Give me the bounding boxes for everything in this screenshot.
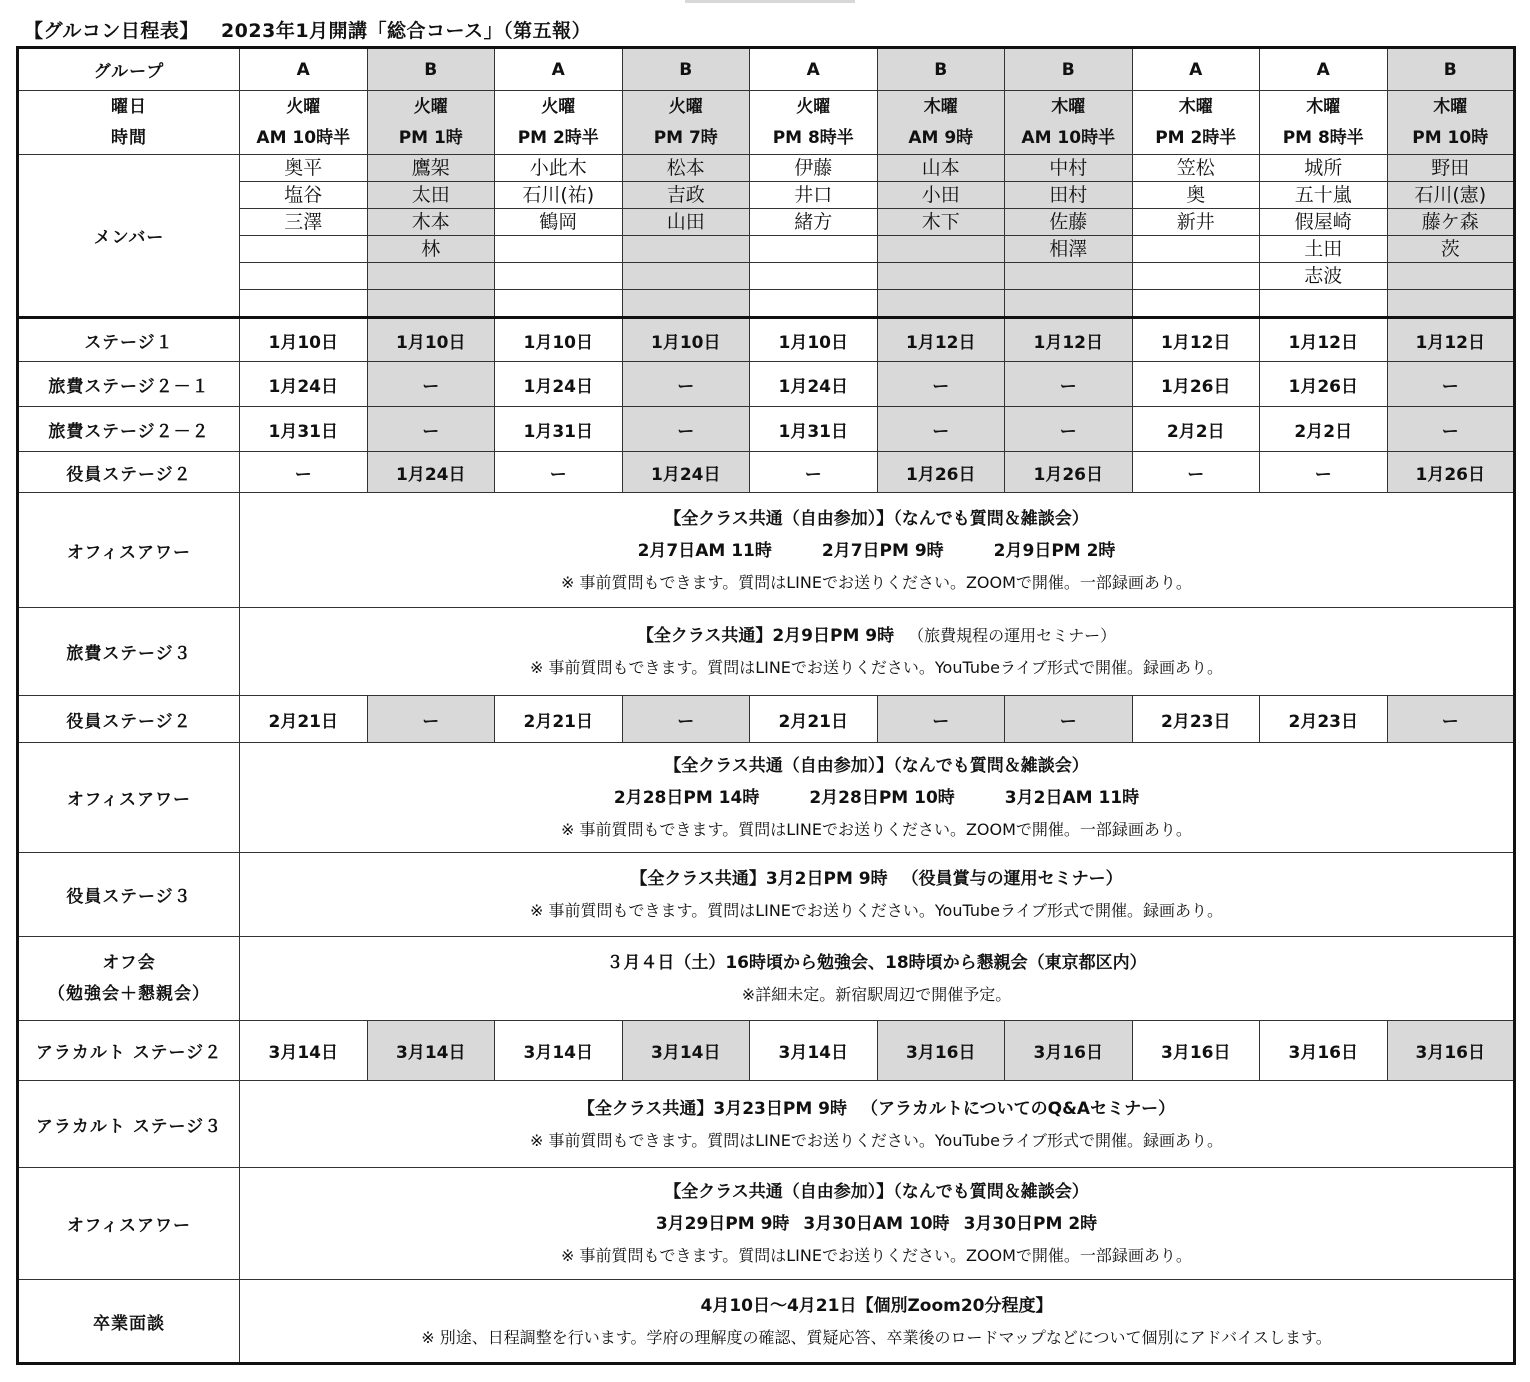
date-cell: 1月10日: [495, 318, 623, 362]
member-name: 林: [368, 236, 495, 263]
date-cell: ー: [495, 452, 623, 493]
date-cell: 3月16日: [1132, 1021, 1260, 1081]
office-hour-2-time-2: 2月28日PM 10時: [809, 788, 955, 808]
officer-stage-3-body: [240, 853, 1515, 937]
member-name: 茨: [1388, 236, 1514, 263]
member-name: 三澤: [240, 209, 367, 236]
alacarte-stage-3-heading: 【全クラス共通】3月23日PM 9時: [577, 1098, 847, 1119]
member-name: [1005, 263, 1132, 290]
date-cell: 1月10日: [240, 318, 368, 362]
offkai-label-1: オフ会: [102, 952, 156, 973]
officer-stage-2b-label: 役員ステージ２: [18, 696, 240, 743]
member-name: [240, 263, 367, 290]
title-right: 2023年1月開講「総合コース」（第五報）: [220, 20, 592, 42]
day-time-cell: [1005, 91, 1133, 155]
date-cell: 1月10日: [750, 318, 878, 362]
title-left: 【グルコン日程表】: [24, 20, 199, 42]
date-cell: 1月26日: [877, 452, 1005, 493]
date-cell: 1月24日: [495, 362, 623, 407]
member-column: [1005, 155, 1133, 318]
travel-stage-3-row: [18, 608, 1515, 696]
office-hour-1-time-3: 2月9日PM 2時: [993, 540, 1116, 561]
group-cell: A: [495, 48, 623, 91]
member-name: [750, 236, 877, 263]
date-cell: ー: [1005, 407, 1133, 452]
time-value: AM 10時半: [256, 127, 351, 148]
travel-stage-3-body: [240, 608, 1515, 696]
member-name: [495, 290, 622, 316]
day-value: 火曜: [413, 96, 448, 117]
member-name: 志波: [1260, 263, 1387, 290]
group-cell: A: [1260, 48, 1388, 91]
offkai-body: [240, 937, 1515, 1021]
offkai-row: [18, 937, 1515, 1021]
office-hour-1-subheading: （なんでも質問＆雑談会）: [893, 508, 1089, 529]
schedule-table: [16, 46, 1516, 1365]
date-cell: ー: [1132, 452, 1260, 493]
member-name: 石川(憲): [1388, 182, 1514, 209]
office-hour-3-label: オフィスアワー: [18, 1168, 240, 1280]
page-title: [24, 16, 591, 43]
office-hour-2-note: ※ 事前質問もできます。質問はLINEでお送りください。ZOOMで開催。一部録画あり。: [561, 820, 1192, 839]
date-cell: 1月12日: [1005, 318, 1133, 362]
travel-stage-2-1-label: 旅費ステージ２－１: [18, 362, 240, 407]
member-name: 假屋崎: [1260, 209, 1387, 236]
graduation-row: [18, 1280, 1515, 1364]
time-value: PM 7時: [653, 127, 718, 148]
member-name: 鶴岡: [495, 209, 622, 236]
group-cell: A: [1132, 48, 1260, 91]
member-name: 山田: [623, 209, 750, 236]
date-cell: 1月31日: [495, 407, 623, 452]
date-cell: 3月14日: [622, 1021, 750, 1081]
member-column: [495, 155, 623, 318]
offkai-heading: ３月４日（土）16時頃から勉強会、18時頃から懇親会（東京都区内）: [606, 953, 1147, 973]
member-name: 田村: [1005, 182, 1132, 209]
day-time-cell: [877, 91, 1005, 155]
date-cell: 1月24日: [367, 452, 495, 493]
member-name: 木下: [878, 209, 1005, 236]
member-name: 土田: [1260, 236, 1387, 263]
offkai-label-2: （勉強会＋懇親会）: [48, 983, 210, 1004]
member-name: [878, 290, 1005, 316]
office-hour-2-label: オフィスアワー: [18, 743, 240, 853]
office-hour-2-body: [240, 743, 1515, 853]
date-cell: 1月31日: [240, 407, 368, 452]
date-cell: 2月23日: [1260, 696, 1388, 743]
group-label: グループ: [18, 48, 240, 91]
office-hour-3-body: [240, 1168, 1515, 1280]
date-cell: ー: [622, 407, 750, 452]
alacarte-stage-3-note: ※ 事前質問もできます。質問はLINEでお送りください。YouTubeライブ形式で開催。録画あり。: [529, 1130, 1224, 1150]
member-name: [240, 236, 367, 263]
time-value: PM 2時半: [517, 127, 599, 148]
office-hour-3-row: [18, 1168, 1515, 1280]
day-time-cell: [367, 91, 495, 155]
date-cell: ー: [1005, 696, 1133, 743]
member-name: 藤ケ森: [1388, 209, 1514, 236]
officer-stage-2b-row: [18, 696, 1515, 743]
officer-stage-3-label: 役員ステージ３: [18, 853, 240, 937]
office-hour-2-time-3: 3月2日AM 11時: [1004, 788, 1140, 808]
group-cell: B: [877, 48, 1005, 91]
office-hour-1-note: ※ 事前質問もできます。質問はLINEでお送りください。ZOOMで開催。一部録画あり。: [561, 572, 1192, 592]
office-hour-1-heading: 【全クラス共通（自由参加）】: [664, 508, 894, 529]
time-value: AM 10時半: [1021, 127, 1116, 148]
date-cell: 3月16日: [1387, 1021, 1515, 1081]
date-cell: 1月24日: [750, 362, 878, 407]
day-value: 火曜: [668, 96, 703, 117]
date-cell: ー: [622, 362, 750, 407]
time-value: PM 8時半: [772, 127, 854, 148]
alacarte-stage-3-subheading: （アラカルトについてのQ&Aセミナー）: [861, 1098, 1176, 1119]
travel-stage-3-note: ※ 事前質問もできます。質問はLINEでお送りください。YouTubeライブ形式で開催。録画あり。: [529, 658, 1224, 677]
date-cell: ー: [877, 362, 1005, 407]
member-name: [623, 236, 750, 263]
member-name: [1133, 236, 1260, 263]
member-column: [877, 155, 1005, 318]
day-time-cell: [1387, 91, 1515, 155]
member-name: [240, 290, 367, 316]
group-cell: A: [240, 48, 368, 91]
member-column: [1387, 155, 1515, 318]
travel-stage-2-1-row: [18, 362, 1515, 407]
office-hour-3-subheading: （なんでも質問＆雑談会）: [893, 1182, 1089, 1202]
member-name: 小此木: [495, 155, 622, 182]
member-name: 野田: [1388, 155, 1514, 182]
date-cell: 3月16日: [1260, 1021, 1388, 1081]
day-time-cell: [1260, 91, 1388, 155]
member-name: [750, 290, 877, 316]
office-hour-1-label: オフィスアワー: [18, 493, 240, 608]
member-column: [1132, 155, 1260, 318]
member-name: 佐藤: [1005, 209, 1132, 236]
member-name: [1133, 263, 1260, 290]
member-name: 井口: [750, 182, 877, 209]
date-cell: 1月26日: [1132, 362, 1260, 407]
date-cell: 3月14日: [495, 1021, 623, 1081]
date-cell: 1月12日: [877, 318, 1005, 362]
date-cell: 2月2日: [1132, 407, 1260, 452]
day-value: 木曜: [1051, 96, 1086, 117]
officer-stage-3-note: ※ 事前質問もできます。質問はLINEでお送りください。YouTubeライブ形式で開催。録画あり。: [529, 901, 1224, 920]
member-name: 五十嵐: [1260, 182, 1387, 209]
member-name: [878, 236, 1005, 263]
member-name: 吉政: [623, 182, 750, 209]
date-cell: ー: [877, 696, 1005, 743]
member-name: [1388, 263, 1514, 290]
member-name: 松本: [623, 155, 750, 182]
day-time-cell: [240, 91, 368, 155]
travel-stage-2-2-label: 旅費ステージ２－２: [18, 407, 240, 452]
member-name: 中村: [1005, 155, 1132, 182]
date-cell: ー: [1387, 407, 1515, 452]
office-hour-3-heading: 【全クラス共通（自由参加）】: [664, 1182, 894, 1202]
office-hour-2-time-1: 2月28日PM 14時: [613, 788, 760, 808]
date-cell: 1月12日: [1132, 318, 1260, 362]
member-name: [495, 263, 622, 290]
members-row: [18, 155, 1515, 318]
day-value: 火曜: [796, 96, 831, 117]
date-cell: 3月14日: [367, 1021, 495, 1081]
date-cell: 1月10日: [367, 318, 495, 362]
date-cell: 1月24日: [240, 362, 368, 407]
time-value: PM 2時半: [1155, 127, 1237, 148]
alacarte-stage-3-label: アラカルト ステージ３: [18, 1081, 240, 1168]
stage1-row: [18, 318, 1515, 362]
day-value: 木曜: [1306, 96, 1341, 117]
member-name: 鷹架: [368, 155, 495, 182]
member-name: 城所: [1260, 155, 1387, 182]
time-value: PM 8時半: [1282, 127, 1364, 148]
member-name: 奥平: [240, 155, 367, 182]
officer-stage-2-row: [18, 452, 1515, 493]
offkai-note: ※詳細未定。新宿駅周辺で開催予定。: [741, 985, 1012, 1004]
date-cell: 2月21日: [240, 696, 368, 743]
date-cell: ー: [367, 696, 495, 743]
member-name: [368, 263, 495, 290]
member-name: [750, 263, 877, 290]
member-name: [1005, 290, 1132, 316]
member-name: 相澤: [1005, 236, 1132, 263]
time-value: PM 1時: [398, 127, 463, 148]
date-cell: 2月21日: [750, 696, 878, 743]
member-name: [495, 236, 622, 263]
travel-stage-2-2-row: [18, 407, 1515, 452]
office-hour-2-subheading: （なんでも質問＆雑談会）: [893, 756, 1089, 776]
member-name: 山本: [878, 155, 1005, 182]
member-column: [240, 155, 368, 318]
office-hour-3-time-3: 3月30日PM 2時: [963, 1214, 1098, 1234]
day-time-row: [18, 91, 1515, 155]
alacarte-stage-2-label: アラカルト ステージ２: [18, 1021, 240, 1081]
office-hour-2-heading: 【全クラス共通（自由参加）】: [664, 756, 894, 776]
member-name: [1388, 290, 1514, 316]
day-time-label: [18, 91, 240, 155]
office-hour-1-time-1: 2月7日AM 11時: [637, 540, 772, 561]
day-value: 木曜: [1433, 96, 1468, 117]
day-time-cell: [1132, 91, 1260, 155]
travel-stage-3-label: 旅費ステージ３: [18, 608, 240, 696]
group-cell: A: [750, 48, 878, 91]
office-hour-3-note: ※ 事前質問もできます。質問はLINEでお送りください。ZOOMで開催。一部録画あり。: [561, 1246, 1192, 1265]
date-cell: ー: [1387, 362, 1515, 407]
group-cell: B: [1387, 48, 1515, 91]
member-column: [622, 155, 750, 318]
day-value: 木曜: [923, 96, 958, 117]
office-hour-3-time-2: 3月30日AM 10時: [803, 1214, 950, 1234]
member-name: 木本: [368, 209, 495, 236]
officer-stage-3-heading: 【全クラス共通】3月2日PM 9時: [630, 869, 888, 889]
date-cell: 1月31日: [750, 407, 878, 452]
member-name: 緒方: [750, 209, 877, 236]
alacarte-stage-3-body: [240, 1081, 1515, 1168]
time-value: AM 9時: [908, 127, 974, 148]
office-hour-1-body: [240, 493, 1515, 608]
date-cell: 3月14日: [750, 1021, 878, 1081]
day-time-cell: [622, 91, 750, 155]
time-value: PM 10時: [1412, 127, 1489, 148]
group-cell: B: [622, 48, 750, 91]
member-name: 石川(祐): [495, 182, 622, 209]
officer-stage-3-subheading: （役員賞与の運用セミナー）: [901, 869, 1123, 889]
officer-stage-3-row: [18, 853, 1515, 937]
day-value: 火曜: [541, 96, 576, 117]
member-name: 小田: [878, 182, 1005, 209]
group-cell: B: [367, 48, 495, 91]
member-name: [1133, 290, 1260, 316]
time-label: 時間: [111, 127, 147, 148]
graduation-label: 卒業面談: [18, 1280, 240, 1364]
member-name: 塩谷: [240, 182, 367, 209]
date-cell: ー: [240, 452, 368, 493]
travel-stage-3-heading: 【全クラス共通】2月9日PM 9時: [636, 626, 895, 646]
date-cell: 2月2日: [1260, 407, 1388, 452]
member-name: 笠松: [1133, 155, 1260, 182]
date-cell: 1月24日: [622, 452, 750, 493]
member-name: 奥: [1133, 182, 1260, 209]
member-column: [750, 155, 878, 318]
date-cell: ー: [367, 362, 495, 407]
group-cell: B: [1005, 48, 1133, 91]
member-name: [1260, 290, 1387, 316]
date-cell: 2月21日: [495, 696, 623, 743]
members-label: メンバー: [18, 155, 240, 318]
officer-stage-2-label: 役員ステージ２: [18, 452, 240, 493]
day-time-cell: [750, 91, 878, 155]
top-tab-strip: [685, 0, 855, 3]
day-time-cell: [495, 91, 623, 155]
day-label: 曜日: [111, 96, 147, 117]
member-column: [1260, 155, 1388, 318]
date-cell: ー: [622, 696, 750, 743]
member-name: 伊藤: [750, 155, 877, 182]
alacarte-stage-2-row: [18, 1021, 1515, 1081]
date-cell: 1月26日: [1260, 362, 1388, 407]
day-value: 木曜: [1178, 96, 1213, 117]
date-cell: ー: [750, 452, 878, 493]
member-name: [368, 290, 495, 316]
date-cell: ー: [877, 407, 1005, 452]
office-hour-3-time-1: 3月29日PM 9時: [655, 1214, 790, 1234]
date-cell: 2月23日: [1132, 696, 1260, 743]
date-cell: 3月16日: [877, 1021, 1005, 1081]
office-hour-2-row: [18, 743, 1515, 853]
date-cell: ー: [1005, 362, 1133, 407]
date-cell: ー: [1387, 696, 1515, 743]
day-value: 火曜: [286, 96, 321, 117]
alacarte-stage-3-row: [18, 1081, 1515, 1168]
member-name: [623, 263, 750, 290]
travel-stage-3-subheading: （旅費規程の運用セミナー）: [908, 626, 1117, 645]
member-column: [367, 155, 495, 318]
stage1-label: ステージ１: [18, 318, 240, 362]
graduation-note: ※ 別途、日程調整を行います。学府の理解度の確認、質疑応答、卒業後のロードマップなどについて個別にアドバイスします。: [421, 1327, 1332, 1347]
member-name: [623, 290, 750, 316]
graduation-body: [240, 1280, 1515, 1364]
date-cell: 1月26日: [1387, 452, 1515, 493]
date-cell: 1月26日: [1005, 452, 1133, 493]
date-cell: 1月12日: [1387, 318, 1515, 362]
office-hour-1-time-2: 2月7日PM 9時: [821, 540, 944, 561]
date-cell: 3月16日: [1005, 1021, 1133, 1081]
group-row: [18, 48, 1515, 91]
graduation-heading: 4月10日～4月21日【個別Zoom20分程度】: [700, 1295, 1053, 1316]
office-hour-1-row: [18, 493, 1515, 608]
member-name: 太田: [368, 182, 495, 209]
date-cell: 1月10日: [622, 318, 750, 362]
date-cell: 1月12日: [1260, 318, 1388, 362]
offkai-label: [18, 937, 240, 1021]
member-name: 新井: [1133, 209, 1260, 236]
date-cell: 3月14日: [240, 1021, 368, 1081]
date-cell: ー: [1260, 452, 1388, 493]
member-name: [878, 263, 1005, 290]
date-cell: ー: [367, 407, 495, 452]
